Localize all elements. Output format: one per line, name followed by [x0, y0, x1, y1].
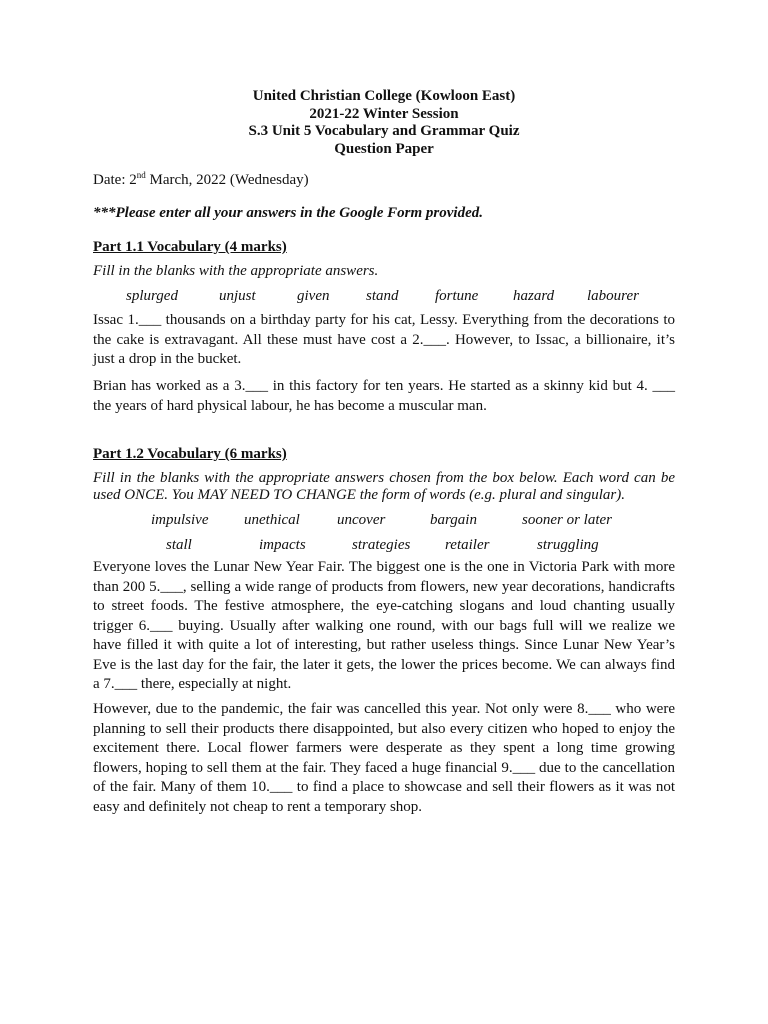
- date-rest: March, 2022 (Wednesday): [145, 172, 309, 188]
- part-1-1-paragraph-2: Brian has worked as a 3.___ in this factory for ten years. He started as a skinny kid but 4. ___ the years of hard physical labour, he has become a muscular man.: [93, 378, 675, 414]
- part-1-2-title: Part 1.2 Vocabulary (6 marks): [93, 446, 287, 462]
- word-bank-item: stall: [166, 537, 192, 553]
- word-bank-item: impulsive: [151, 512, 209, 528]
- paper-title: Question Paper: [334, 140, 434, 157]
- word-bank-item: retailer: [445, 537, 490, 553]
- word-bank-item: sooner or later: [522, 512, 612, 528]
- session-title: 2021-22 Winter Session: [309, 105, 459, 122]
- word-bank-item: stand: [366, 288, 399, 304]
- part-1-1-instruction: Fill in the blanks with the appropriate answers.: [93, 263, 379, 279]
- word-bank-item: strategies: [352, 537, 411, 553]
- date-suffix: nd: [136, 170, 146, 180]
- word-bank-item: labourer: [587, 288, 639, 304]
- word-bank-item: bargain: [430, 512, 477, 528]
- part-1-2-paragraph-1: Everyone loves the Lunar New Year Fair. The biggest one is the one in Victoria Park with more than 200 5.___, selling a wide range of products from flowers, new year decorations, handicrafts to street foods. The festive atmosphere, the eye-catching slogans and loud chanting usually trigger 6.___ buying. Usually after walking one round, with our bags full will we realize we have filled it with quite a lot of interesting, but rather useless things. Since Lunar New Year’s Eve is the last day for the fair, the later it gets, the lower the prices become. We can always find a 7.___ there, especially at night.: [93, 559, 675, 692]
- paper-header: [94, 88, 674, 158]
- exam-date: [93, 171, 675, 191]
- word-bank-item: given: [297, 288, 330, 304]
- part-1-2-instruction: Fill in the blanks with the appropriate answers chosen from the box below. Each word can be used ONCE. You MAY NEED TO CHANGE the form of words (e.g. plural and singular).: [93, 470, 675, 503]
- word-bank-item: fortune: [435, 288, 479, 304]
- word-bank-item: struggling: [537, 537, 599, 553]
- part-1-1-title: Part 1.1 Vocabulary (4 marks): [93, 239, 287, 255]
- word-bank-item: uncover: [337, 512, 386, 528]
- part-1-1-paragraph-1: Issac 1.___ thousands on a birthday party for his cat, Lessy. Everything from the decorations to the cake is extravagant. All these must have cost a 2.___. However, to Issac, a billionaire, it’s just a drop in the bucket.: [93, 312, 675, 367]
- word-bank-item: unethical: [244, 512, 300, 528]
- word-bank-item: unjust: [219, 288, 256, 304]
- part-1-2-paragraph-2: However, due to the pandemic, the fair was cancelled this year. Not only were 8.___ who were planning to sell their products there disappointed, but also every citizen who hoped to enjoy the excitement there. Local flower farmers were desperate as they spent a long time growing flowers, hoping to sell them at the fair. They faced a huge financial 9.___ due to the cancellation of the fair. Many of them 10.___ to find a place to showcase and sell their flowers as it was not easy and definitely not cheap to rent a temporary shop.: [93, 701, 675, 815]
- quiz-title: S.3 Unit 5 Vocabulary and Grammar Quiz: [248, 123, 520, 139]
- date-prefix: Date: 2: [93, 172, 137, 188]
- word-bank-item: impacts: [259, 537, 306, 553]
- word-bank-item: hazard: [513, 288, 555, 304]
- answer-instruction-note: ***Please enter all your answers in the Google Form provided.: [93, 205, 483, 221]
- word-bank-item: splurged: [126, 288, 178, 304]
- school-name: United Christian College (Kowloon East): [252, 88, 516, 104]
